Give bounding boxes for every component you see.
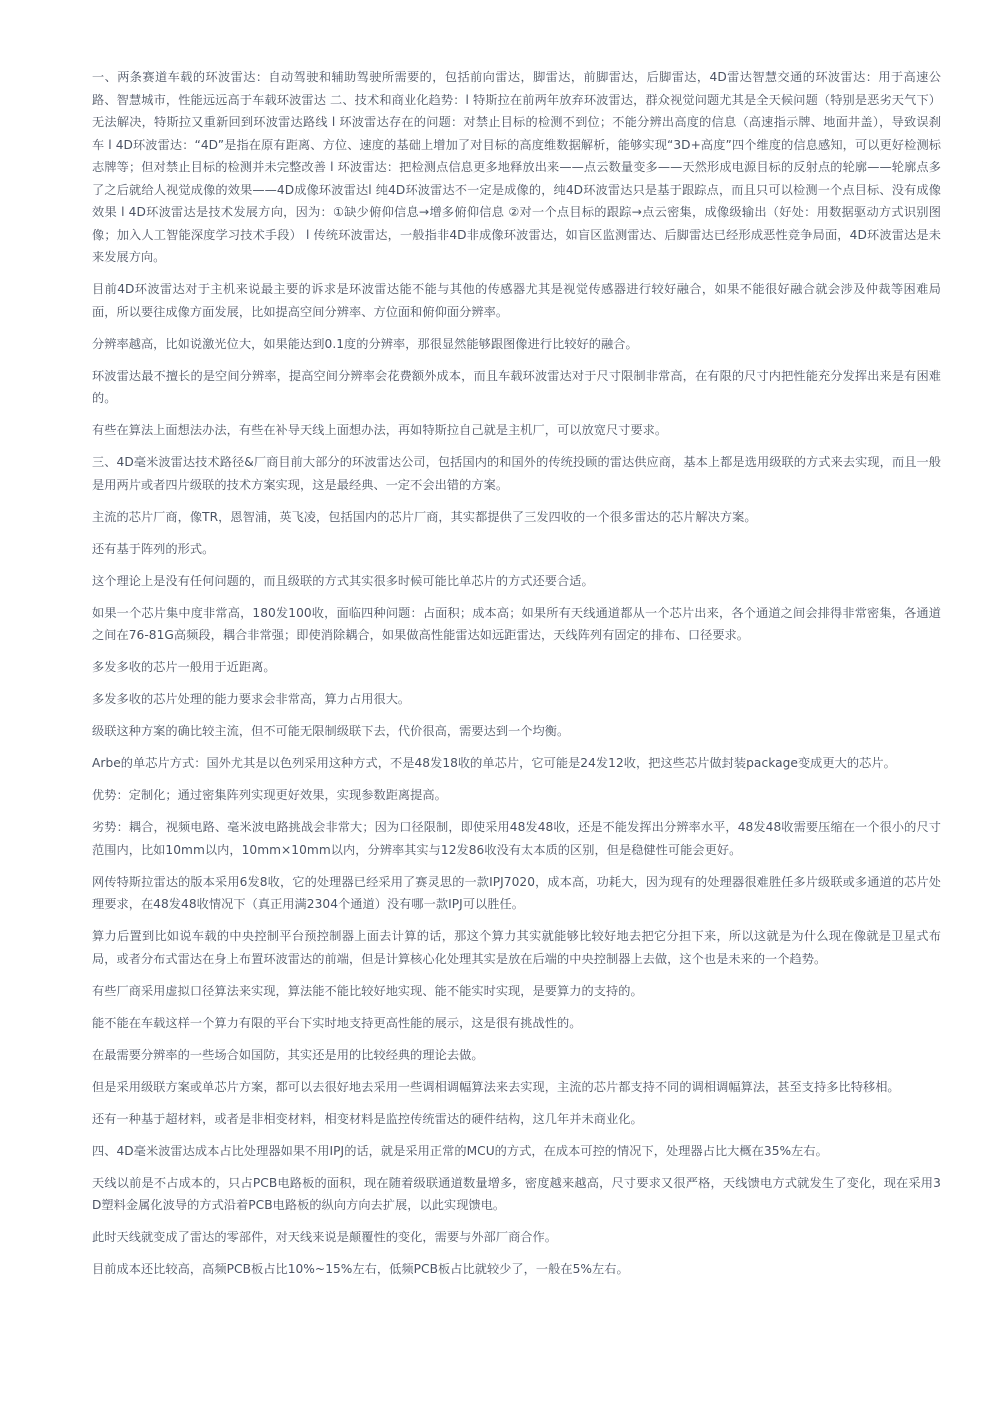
paragraph: 劣势：耦合，视频电路、毫米波电路挑战会非常大；因为口径限制，即使采用48发48收，还是不能发挥出分辨率水平，48发48收需要压缩在一个很小的尺寸范围内，比如10mm以内，10mm×10mm以内，分辨率其实与12发86收没有太本质的区别，但是稳健性可能会更好。 <box>92 820 941 857</box>
paragraph: 四、4D毫米波雷达成本占比处理器如果不用IPJ的话，就是采用正常的MCU的方式，在成本可控的情况下，处理器占比大概在35%左右。 <box>92 1143 828 1158</box>
paragraph: 此时天线就变成了雷达的零部件，对天线来说是颠覆性的变化，需要与外部厂商合作。 <box>92 1230 558 1244</box>
document-body <box>92 66 941 1290</box>
paragraph: Arbe的单芯片方式：国外尤其是以色列采用这种方式，不是48发18收的单芯片，它可能是24发12收，把这些芯片做封装package变成更大的芯片。 <box>92 756 896 770</box>
paragraph: 但是采用级联方案或单芯片方案，都可以去很好地去采用一些调相调幅算法来去实现，主流的芯片都支持不同的调相调幅算法，甚至支持多比特移相。 <box>92 1079 900 1094</box>
paragraph: 一、两条赛道车载的环波雷达：自动驾驶和辅助驾驶所需要的，包括前向雷达，脚雷达，前脚雷达，后脚雷达，4D雷达智慧交通的环波雷达：用于高速公路、智慧城市，性能远远高于车载环波雷达 二、技术和商业化趋势：l 特斯拉在前两年放弃环波雷达，群众视觉问题尤其是全天候问题（特别是恶劣天气下）无法解决，特斯拉又重新回到环波雷达路线 l 环波雷达存在的问题：对禁止目标的检测不到位；不能分辨出高度的信息（高速指示牌、地面井盖），导致误刹车 l 4D环波雷达：“4D”是指在原有距离、方位、速度的基础上增加了对目标的高度维数据解析，能够实现“3D+高度”四个维度的信息感知，可以更好检测标志牌等；但对禁止目标的检测并未完整改善 l 环波雷达：把检测点信息更多地释放出来——点云数量变多——天然形成电源目标的反射点的轮廓——轮廓点多了之后就给人视觉成像的效果——4D成像环波雷达l 纯4D环波雷达不一定是成像的，纯4D环波雷达只是基于跟踪点，而且只可以检测一个点目标、没有成像效果 l 4D环波雷达是技术发展方向，因为：①缺少俯仰信息→增多俯仰信息 ②对一个点目标的跟踪→点云密集，成像级输出（好处：用数据驱动方式识别图像；加入人工智能深度学习技术手段） l 传统环波雷达，一般指非4D非成像环波雷达，如盲区监测雷达、后脚雷达已经形成恶性竞争局面，4D环波雷达是未来发展方向。 <box>92 70 941 264</box>
paragraph: 主流的芯片厂商，像TR，恩智浦，英飞凌，包括国内的芯片厂商，其实都提供了三发四收的一个很多雷达的芯片解决方案。 <box>92 509 757 524</box>
paragraph: 有些厂商采用虚拟口径算法来实现，算法能不能比较好地实现、能不能实时实现，是要算力的支持的。 <box>92 983 643 998</box>
paragraph: 这个理论上是没有任何问题的，而且级联的方式其实很多时候可能比单芯片的方式还要合适。 <box>92 573 594 588</box>
paragraph: 目前成本还比较高，高频PCB板占比10%~15%左右，低频PCB板占比就较少了，一般在5%左右。 <box>92 1262 629 1276</box>
paragraph: 多发多收的芯片处理的能力要求会非常高，算力占用很大。 <box>92 692 411 706</box>
paragraph: 三、4D毫米波雷达技术路径&厂商目前大部分的环波雷达公司，包括国内的和国外的传统投顾的雷达供应商，基本上都是选用级联的方式来去实现，而且一般是用两片或者四片级联的技术方案实现，这是最经典、一定不会出错的方案。 <box>92 455 941 492</box>
paragraph: 级联这种方案的确比较主流，但不可能无限制级联下去，代价很高，需要达到一个均衡。 <box>92 724 570 738</box>
paragraph: 算力后置到比如说车载的中央控制平台预控制器上面去计算的话，那这个算力其实就能够比较好地去把它分担下来，所以这就是为什么现在像就是卫星式布局，或者分布式雷达在身上布置环波雷达的前端，但是计算核心化处理其实是放在后端的中央控制器上去做，这个也是未来的一个趋势。 <box>92 929 941 966</box>
paragraph: 分辨率越高，比如说激光位大，如果能达到0.1度的分辨率，那很显然能够跟图像进行比较好的融合。 <box>92 336 638 351</box>
paragraph: 还有基于阵列的形式。 <box>92 541 215 556</box>
paragraph: 如果一个芯片集中度非常高，180发100收，面临四种问题：占面积；成本高；如果所有天线通道都从一个芯片出来，各个通道之间会排得非常密集，各通道之间在76-81G高频段，耦合非常强；即使消除耦合，如果做高性能雷达如远距雷达，天线阵列有固定的排布、口径要求。 <box>92 605 941 642</box>
paragraph: 优势：定制化；通过密集阵列实现更好效果，实现参数距离提高。 <box>92 788 447 802</box>
paragraph: 还有一种基于超材料，或者是非相变材料，相变材料是监控传统雷达的硬件结构，这几年并未商业化。 <box>92 1111 643 1126</box>
paragraph: 有些在算法上面想法办法，有些在补导天线上面想办法，再如特斯拉自己就是主机厂，可以放宽尺寸要求。 <box>92 423 668 437</box>
paragraph: 网传特斯拉雷达的版本采用6发8收，它的处理器已经采用了赛灵思的一款IPJ7020，成本高，功耗大，因为现有的处理器很难胜任多片级联或多通道的芯片处理要求，在48发48收情况下（真正用满2304个通道）没有哪一款IPJ可以胜任。 <box>92 874 941 911</box>
paragraph: 多发多收的芯片一般用于近距离。 <box>92 660 276 674</box>
paragraph: 天线以前是不占成本的，只占PCB电路板的面积，现在随着级联通道数量增多，密度越来越高，尺寸要求又很严格，天线馈电方式就发生了变化，现在采用3D塑料金属化波导的方式沿着PCB电路板的纵向方向去扩展，以此实现馈电。 <box>92 1175 941 1212</box>
paragraph: 在最需要分辨率的一些场合如国防，其实还是用的比较经典的理论去做。 <box>92 1047 484 1062</box>
paragraph: 目前4D环波雷达对于主机来说最主要的诉求是环波雷达能不能与其他的传感器尤其是视觉传感器进行较好融合，如果不能很好融合就会涉及仲裁等困难局面，所以要往成像方面发展，比如提高空间分辨率、方位面和俯仰面分辨率。 <box>92 282 941 319</box>
paragraph: 环波雷达最不擅长的是空间分辨率，提高空间分辨率会花费额外成本，而且车载环波雷达对于尺寸限制非常高，在有限的尺寸内把性能充分发挥出来是有困难的。 <box>92 368 941 405</box>
paragraph: 能不能在车载这样一个算力有限的平台下实时地支持更高性能的展示，这是很有挑战性的。 <box>92 1015 582 1030</box>
